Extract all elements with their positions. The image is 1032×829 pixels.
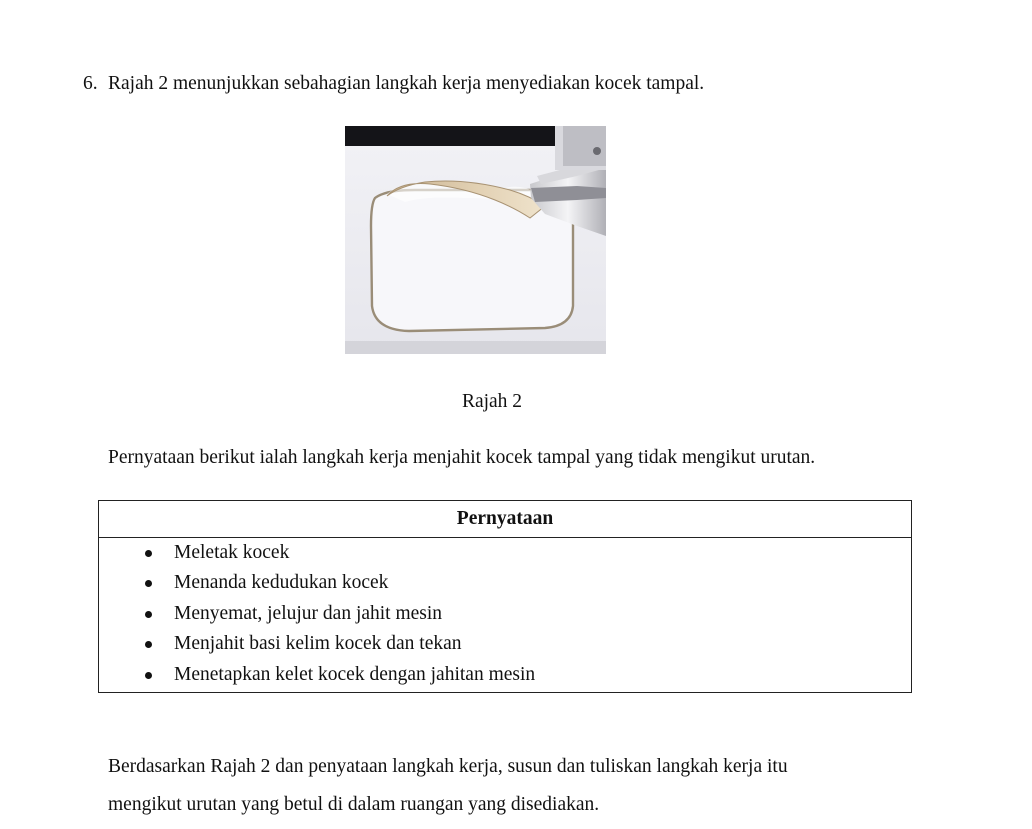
- list-item-text: Meletak kocek: [174, 542, 290, 563]
- list-item-text: Menjahit basi kelim kocek dan tekan: [174, 633, 462, 655]
- question-stem: Rajah 2 menunjukkan sebahagian langkah kerja menyediakan kocek tampal.: [108, 73, 705, 94]
- list-item: [99, 538, 911, 568]
- list-item-text: Menyemat, jelujur dan jahit mesin: [174, 602, 443, 624]
- question-text: [83, 72, 704, 96]
- statements-cell: [99, 538, 912, 693]
- bullet-icon: [145, 580, 152, 587]
- figure-caption: Rajah 2: [461, 391, 523, 412]
- intro-text: Pernyataan berikut ialah langkah kerja menjahit kocek tampal yang tidak mengikut urutan.: [108, 447, 816, 468]
- bullet-icon: [145, 672, 152, 679]
- list-item: [99, 660, 911, 690]
- question-number: 6.: [83, 73, 98, 94]
- list-item-text: Menanda kedudukan kocek: [174, 572, 389, 594]
- list-item: [99, 568, 911, 598]
- list-item-text: Menetapkan kelet kocek dengan jahitan mesin: [174, 663, 536, 685]
- task-line-2: mengikut urutan yang betul di dalam ruangan yang disediakan.: [108, 794, 600, 815]
- statements-list: [99, 538, 911, 690]
- bullet-icon: [145, 611, 152, 618]
- figure-iron-pocket-photo: [345, 126, 606, 354]
- statements-table: [98, 500, 912, 693]
- task-instructions: [108, 748, 928, 824]
- task-line-1: Berdasarkan Rajah 2 dan penyataan langkah kerja, susun dan tuliskan langkah kerja itu: [108, 756, 788, 777]
- bullet-icon: [145, 641, 152, 648]
- list-item: [99, 629, 911, 659]
- table-header: Pernyataan: [99, 501, 912, 538]
- bullet-icon: [145, 550, 152, 557]
- list-item: [99, 599, 911, 629]
